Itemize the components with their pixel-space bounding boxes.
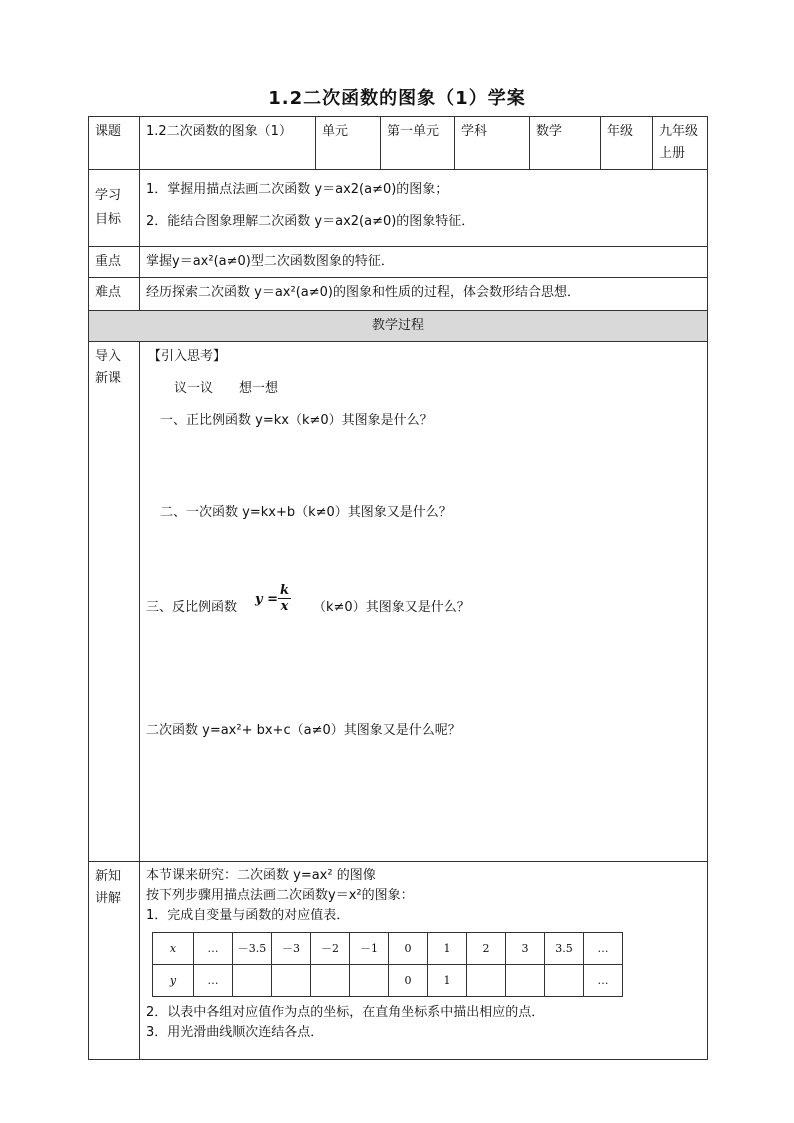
lesson-plan-table xyxy=(88,116,708,1060)
y-value-cell xyxy=(311,965,350,997)
intro-row xyxy=(89,342,708,862)
y-value-cell xyxy=(545,965,584,997)
y-value-cell xyxy=(350,965,389,997)
question-1: 一、正比例函数 y=kx（k≠0）其图象是什么？ xyxy=(160,413,433,428)
process-header-row xyxy=(89,311,708,342)
intro-label: 导入新课 xyxy=(89,342,140,862)
question-3-prefix: 三、反比例函数 xyxy=(146,599,238,615)
subject-value: 数学 xyxy=(530,117,601,170)
nk-step-2: 2．以表中各组对应值作为点的坐标，在直角坐标系中描出相应的点． xyxy=(146,1005,545,1020)
unit-value: 第一单元 xyxy=(381,117,455,170)
y-value-cell: 1 xyxy=(428,965,467,997)
key-point-text: 掌握y＝ax²(a≠0)型二次函数图象的特征． xyxy=(140,247,708,278)
nk-step-1: 1．完成自变量与函数的对应值表． xyxy=(146,908,350,923)
x-value-cell: 2 xyxy=(467,933,506,965)
goals-content xyxy=(140,170,708,247)
y-value-cell: … xyxy=(194,965,233,997)
page-title: 1.2二次函数的图象（1）学案 xyxy=(268,88,526,109)
nk-step-3: 3．用光滑曲线顺次连结各点． xyxy=(146,1025,324,1040)
x-value-cell: … xyxy=(194,933,233,965)
goal-item-1: 1．掌握用描点法画二次函数 y＝ax2(a≠0)的图象； xyxy=(146,182,449,197)
new-knowledge-content xyxy=(140,862,708,1060)
intro-heading: 【引入思考】 xyxy=(148,349,227,364)
intro-subheading: 议一议 想一想 xyxy=(174,381,279,396)
difficulty-label: 难点 xyxy=(89,278,140,311)
grade-value: 九年级上册 xyxy=(653,117,708,170)
header-row xyxy=(89,117,708,170)
formula-numerator: k xyxy=(280,583,290,598)
y-value-cell xyxy=(272,965,311,997)
difficulty-row xyxy=(89,278,708,311)
x-value-cell: －2 xyxy=(311,933,350,965)
question-3 xyxy=(146,583,470,623)
x-value-cell: x xyxy=(153,933,194,965)
formula-y: y = xyxy=(255,591,278,607)
x-value-cell: 1 xyxy=(428,933,467,965)
question-2: 二、一次函数 y=kx+b（k≠0）其图象又是什么？ xyxy=(160,505,452,520)
y-value-cell xyxy=(233,965,272,997)
topic-label: 课题 xyxy=(89,117,140,170)
question-4: 二次函数 y=ax²+ bx+c（a≠0）其图象又是什么呢？ xyxy=(146,723,461,738)
nk-line-1: 本节课来研究：二次函数 y=ax² 的图像 xyxy=(146,868,376,883)
x-value-cell: －3 xyxy=(272,933,311,965)
question-3-suffix: （k≠0）其图象又是什么？ xyxy=(313,599,470,615)
y-value-cell: … xyxy=(584,965,623,997)
goals-row xyxy=(89,170,708,247)
grade-label: 年级 xyxy=(601,117,653,170)
y-value-cell xyxy=(467,965,506,997)
value-table xyxy=(152,932,623,997)
y-value-cell: y xyxy=(153,965,194,997)
y-value-cell: 0 xyxy=(389,965,428,997)
difficulty-text: 经历探索二次函数 y＝ax²(a≠0)的图象和性质的过程，体会数形结合思想． xyxy=(140,278,708,311)
value-table-x-row xyxy=(153,933,623,965)
subject-label: 学科 xyxy=(455,117,530,170)
key-point-label: 重点 xyxy=(89,247,140,278)
inverse-proportion-formula xyxy=(255,584,291,615)
y-value-cell xyxy=(506,965,545,997)
new-knowledge-label: 新知讲解 xyxy=(89,862,140,1060)
unit-label: 单元 xyxy=(316,117,381,170)
x-value-cell: 0 xyxy=(389,933,428,965)
formula-fraction xyxy=(278,584,291,615)
goal-item-2: 2．能结合图象理解二次函数 y＝ax2(a≠0)的图象特征． xyxy=(146,214,475,229)
intro-content xyxy=(140,342,708,862)
goals-label: 学习目标 xyxy=(89,170,140,247)
formula-denominator: x xyxy=(280,599,289,614)
key-point-row xyxy=(89,247,708,278)
x-value-cell: －1 xyxy=(350,933,389,965)
x-value-cell: 3.5 xyxy=(545,933,584,965)
x-value-cell: … xyxy=(584,933,623,965)
new-knowledge-row xyxy=(89,862,708,1060)
value-table-y-row xyxy=(153,965,623,997)
process-header: 教学过程 xyxy=(89,311,708,342)
x-value-cell: －3.5 xyxy=(233,933,272,965)
topic-value: 1.2二次函数的图象（1） xyxy=(140,117,316,170)
x-value-cell: 3 xyxy=(506,933,545,965)
nk-line-2: 按下列步骤用描点法画二次函数y＝x²的图象： xyxy=(146,888,414,903)
